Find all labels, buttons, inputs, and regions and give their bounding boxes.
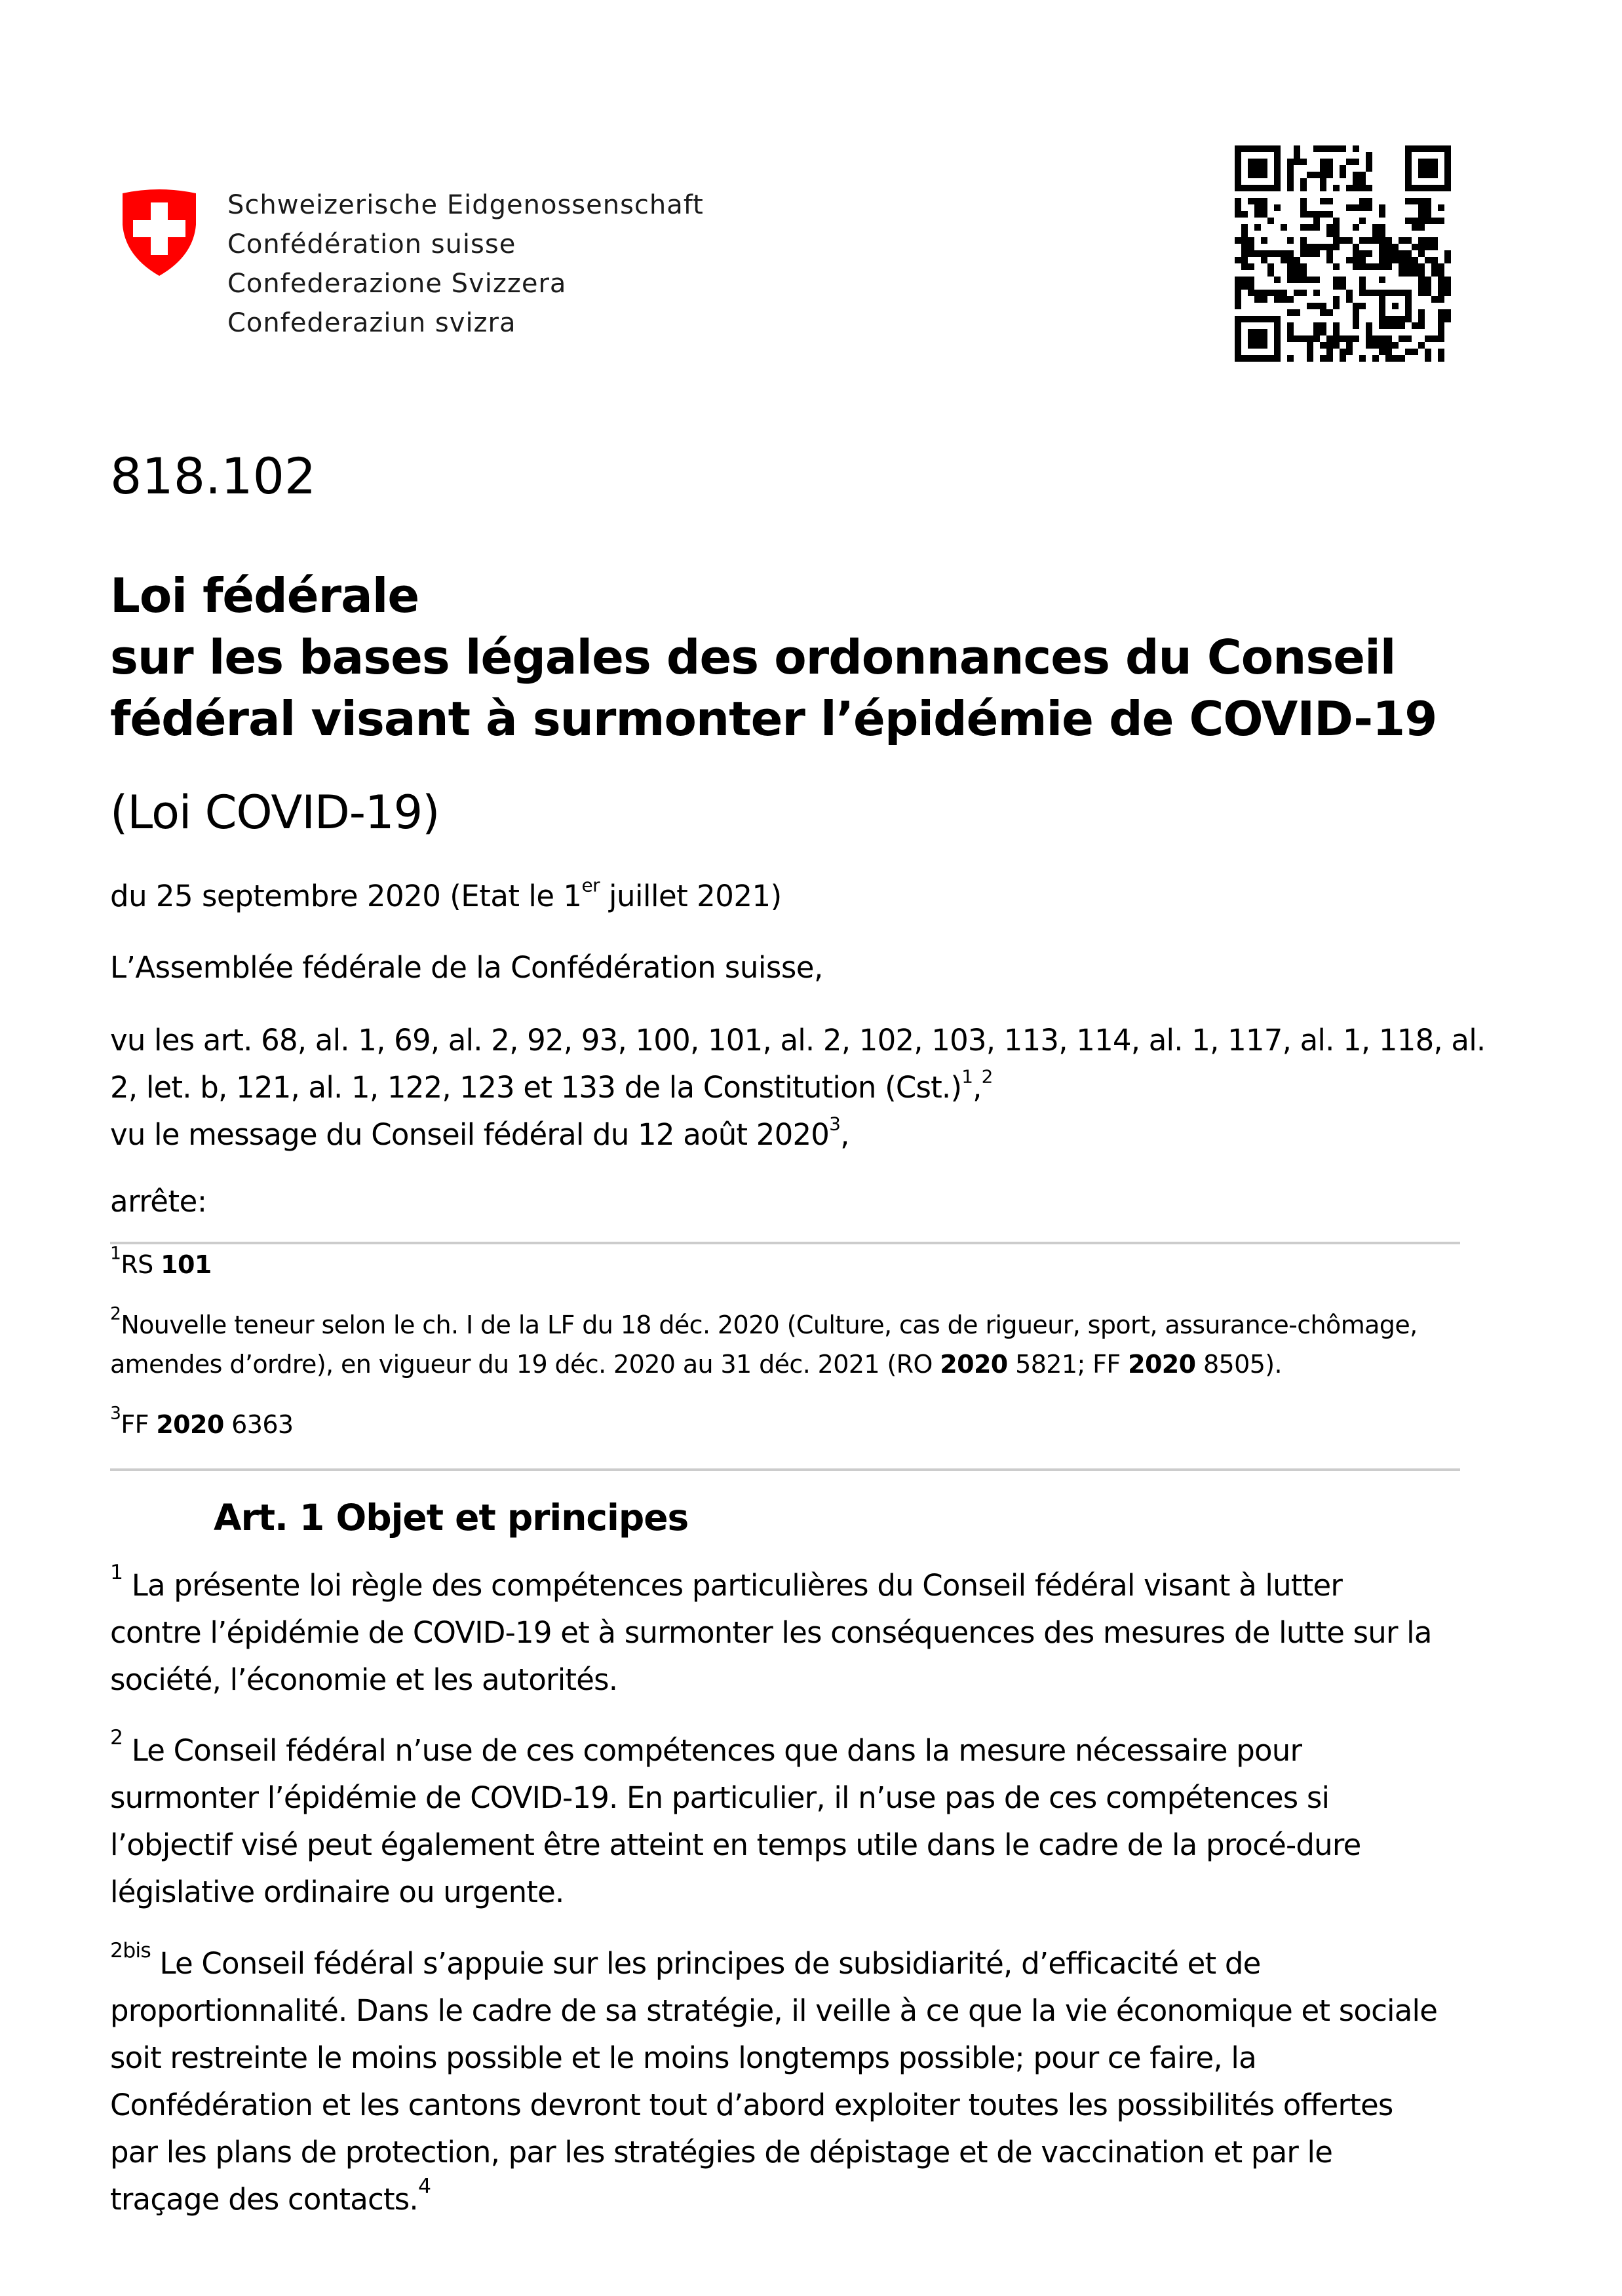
footnote-3: [110, 1405, 294, 1444]
footnote-ref-link[interactable]: 2020: [156, 1410, 224, 1439]
paragraph-line: [110, 1727, 1473, 1774]
footnote-ref-2[interactable]: 2: [981, 1065, 993, 1088]
confederation-names: [227, 185, 704, 343]
confederation-name-rm: Confederaziun svizra: [227, 308, 516, 338]
footnote-number: 3: [110, 1403, 121, 1424]
paragraph-text: La présente loi règle des compétences particulières du Conseil fédéral visant à lutter: [123, 1568, 1343, 1603]
paragraph-line: contre l’épidémie de COVID-19 et à surmonter les conséquences des mesures de lutte sur la: [110, 1615, 1432, 1650]
article-paragraph-1: [110, 1562, 1473, 1704]
paragraph-line: proportionnalité. Dans le cadre de sa stratégie, il veille à ce que la vie économique et sociale: [110, 1993, 1438, 2028]
title-line-1: Loi fédérale: [110, 568, 419, 623]
considerant-line-2: [110, 1064, 1467, 1111]
title-line-3: fédéral visant à surmonter l’épidémie de COVID-19: [110, 691, 1437, 746]
paragraph-number: 2bis: [110, 1938, 151, 1962]
footnote-ref-link[interactable]: 2020: [1128, 1350, 1196, 1379]
article-paragraph-2: [110, 1727, 1473, 1916]
footnote-text: amendes d’ordre), en vigueur du 19 déc. 2020 au 31 déc. 2021 (RO: [110, 1350, 940, 1379]
footnote-text: 5821; FF: [1007, 1350, 1129, 1379]
swiss-coat-of-arms-icon: [120, 185, 199, 277]
enacting-clause: arrête:: [110, 1184, 207, 1219]
paragraph-number: 1: [110, 1560, 123, 1584]
considerants: [110, 1017, 1486, 1158]
footnote-ref-1[interactable]: 1: [961, 1065, 973, 1088]
paragraph-line: législative ordinaire ou urgente.: [110, 1875, 564, 1909]
considerant-line-3-end: ,: [840, 1117, 849, 1152]
considerant-line-3: [110, 1111, 1467, 1158]
paragraph-text: Le Conseil fédéral n’use de ces compétences que dans la mesure nécessaire pour: [123, 1733, 1302, 1768]
footnote-text: 8505).: [1195, 1350, 1282, 1379]
footnote-ref-4[interactable]: 4: [417, 2174, 431, 2198]
footnote-ref-separator: ,: [973, 1070, 982, 1105]
footnote-text: Nouvelle teneur selon le ch. I de la LF du 18 déc. 2020 (Culture, cas de rigueur, sport, assurance-chômage,: [121, 1311, 1418, 1339]
short-title: (Loi COVID-19): [110, 786, 440, 839]
footnote-2-cont: [110, 1345, 1282, 1384]
date-line: [110, 874, 782, 916]
footnote-text: RS: [121, 1250, 161, 1279]
footnote-number: 1: [110, 1243, 121, 1264]
footnote-ref-3[interactable]: 3: [829, 1113, 841, 1135]
date-sup: er: [581, 874, 600, 896]
confederation-name-it: Confederazione Svizzera: [227, 269, 567, 299]
paragraph-line: [110, 1940, 1473, 1987]
paragraph-line: surmonter l’épidémie de COVID-19. En particulier, il n’use pas de ces compétences si: [110, 1780, 1330, 1815]
document-title: [110, 565, 1486, 750]
sr-number: 818.102: [110, 447, 317, 505]
preamble: L’Assemblée fédérale de la Confédération suisse,: [110, 950, 823, 985]
paragraph-line: par les plans de protection, par les stratégies de dépistage et de vaccination et par le: [110, 2135, 1333, 2170]
paragraph-text: Le Conseil fédéral s’appuie sur les principes de subsidiarité, d’efficacité et de: [151, 1946, 1261, 1981]
considerant-line-1: vu les art. 68, al. 1, 69, al. 2, 92, 93, 100, 101, al. 2, 102, 103, 113, 114, al. 1, 117, al. 1, 118, al.: [110, 1023, 1486, 1058]
title-line-2: sur les bases légales des ordonnances du Conseil: [110, 630, 1396, 685]
footnote-ref-link[interactable]: 101: [161, 1250, 212, 1279]
footnote-1: [110, 1245, 212, 1284]
considerant-line-2-text: 2, let. b, 121, al. 1, 122, 123 et 133 de la Constitution (Cst.): [110, 1070, 962, 1105]
paragraph-line: société, l’économie et les autorités.: [110, 1662, 618, 1697]
paragraph-number: 2: [110, 1725, 123, 1750]
footnotes-divider-bottom: [110, 1468, 1460, 1471]
qr-code-icon: [1235, 145, 1451, 362]
footnote-2: [110, 1305, 1418, 1345]
paragraph-line: [110, 1562, 1473, 1609]
paragraph-line: soit restreinte le moins possible et le moins longtemps possible; pour ce faire, la: [110, 2040, 1256, 2075]
article-paragraph-2bis: [110, 1940, 1473, 2223]
paragraph-line: Confédération et les cantons devront tout d’abord exploiter toutes les possibilités offertes: [110, 2088, 1393, 2122]
article-heading: Art. 1 Objet et principes: [214, 1497, 689, 1539]
date-prefix: du 25 septembre 2020 (Etat le 1: [110, 879, 582, 913]
considerant-line-3-text: vu le message du Conseil fédéral du 12 août 2020: [110, 1117, 830, 1152]
footnote-ref-link[interactable]: 2020: [940, 1350, 1008, 1379]
footnote-text: FF: [121, 1410, 157, 1439]
confederation-name-fr: Confédération suisse: [227, 229, 516, 259]
footnotes: [110, 1245, 1473, 1455]
footnotes-divider-top: [110, 1242, 1460, 1244]
footnote-text: 6363: [223, 1410, 294, 1439]
paragraph-text: traçage des contacts.: [110, 2182, 418, 2217]
paragraph-line: [110, 2176, 1473, 2223]
confederation-name-de: Schweizerische Eidgenossenschaft: [227, 190, 704, 220]
paragraph-line: l’objectif visé peut également être atteint en temps utile dans le cadre de la procé-dure: [110, 1827, 1361, 1862]
date-suffix: juillet 2021): [600, 879, 782, 913]
footnote-number: 2: [110, 1303, 121, 1324]
